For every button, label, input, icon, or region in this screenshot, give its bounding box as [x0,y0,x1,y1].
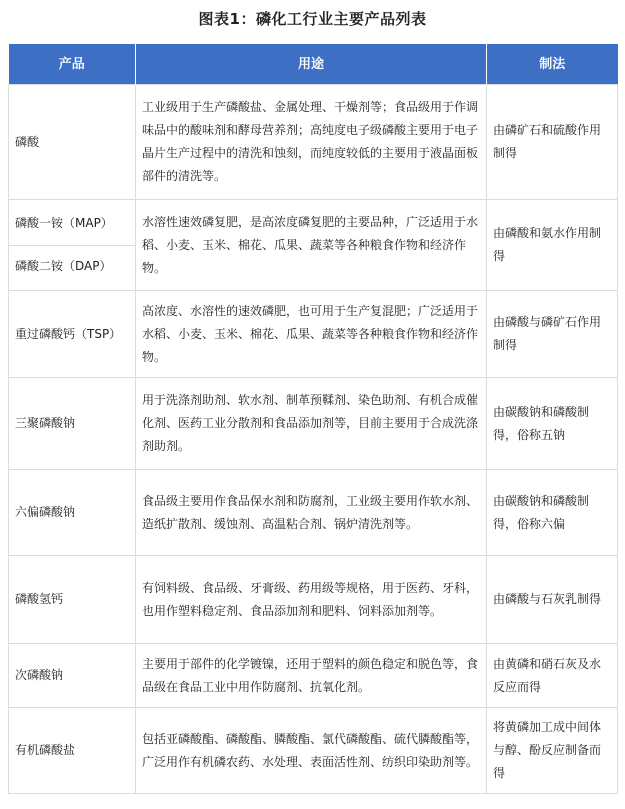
table-row [9,291,618,378]
product-name: 六偏磷酸钠 [9,470,136,556]
table-row [9,378,618,470]
table-row [9,708,618,794]
product-name: 磷酸一铵（MAP） [15,216,113,230]
table-row [9,470,618,556]
product-method: 由磷酸与磷矿石作用制得 [487,291,618,378]
product-method: 由磷酸和氨水作用制得 [487,200,618,291]
product-name-pair [9,200,136,291]
table-row [9,200,618,291]
table-row [9,85,618,200]
product-use: 水溶性速效磷复肥，是高浓度磷复肥的主要品种，广泛适用于水稻、小麦、玉米、棉花、瓜果、蔬菜等各种粮食作物和经济作物。 [136,200,487,291]
product-use: 主要用于部件的化学镀镍，还用于塑料的颜色稳定和脱色等，食品级在食品工业中用作防腐剂、抗氧化剂。 [136,644,487,708]
header-product: 产品 [9,44,136,85]
table-title: 图表1：磷化工行业主要产品列表 [198,10,427,28]
product-method: 由碳酸钠和磷酸制得，俗称六偏 [487,470,618,556]
table-row [9,644,618,708]
product-use: 高浓度、水溶性的速效磷肥，也可用于生产复混肥；广泛适用于水稻、小麦、玉米、棉花、瓜果、蔬菜等各种粮食作物和经济作物。 [136,291,487,378]
header-use: 用途 [136,44,487,85]
product-name: 有机磷酸盐 [9,708,136,794]
product-table [8,44,618,794]
product-use: 包括亚磷酸酯、磷酸酯、膦酸酯、氯代磷酸酯、硫代膦酸酯等，广泛用作有机磷农药、水处理、表面活性剂、纺织印染助剂等。 [136,708,487,794]
product-use: 工业级用于生产磷酸盐、金属处理、干燥剂等；食品级用于作调味品中的酸味剂和酵母营养剂；高纯度电子级磷酸主要用于电子晶片生产过程中的清洗和蚀刻，而纯度较低的主要用于液晶面板部件的清洗等。 [136,85,487,200]
product-name: 磷酸 [9,85,136,200]
header-method: 制法 [487,44,618,85]
table-row [9,556,618,644]
product-method: 由磷矿石和硫酸作用制得 [487,85,618,200]
product-name: 三聚磷酸钠 [9,378,136,470]
product-method: 将黄磷加工成中间体与醇、酚反应制备而得 [487,708,618,794]
product-use: 食品级主要用作食品保水剂和防腐剂，工业级主要用作软水剂、造纸扩散剂、缓蚀剂、高温粘合剂、锅炉清洗剂等。 [136,470,487,556]
product-name: 重过磷酸钙（TSP） [9,291,136,378]
product-name: 磷酸氢钙 [9,556,136,644]
product-name: 磷酸二铵（DAP） [15,259,112,273]
product-method: 由磷酸与石灰乳制得 [487,556,618,644]
product-use: 用于洗涤剂助剂、软水剂、制革预鞣剂、染色助剂、有机合成催化剂、医药工业分散剂和食品添加剂等，目前主要用于合成洗涤剂助剂。 [136,378,487,470]
table-header-row [9,44,618,85]
row-divider [9,245,135,246]
product-name: 次磷酸钠 [9,644,136,708]
product-method: 由黄磷和硝石灰及水反应而得 [487,644,618,708]
product-method: 由碳酸钠和磷酸制得，俗称五钠 [487,378,618,470]
product-use: 有饲料级、食品级、牙膏级、药用级等规格，用于医药、牙科，也用作塑料稳定剂、食品添加剂和肥料、饲料添加剂等。 [136,556,487,644]
